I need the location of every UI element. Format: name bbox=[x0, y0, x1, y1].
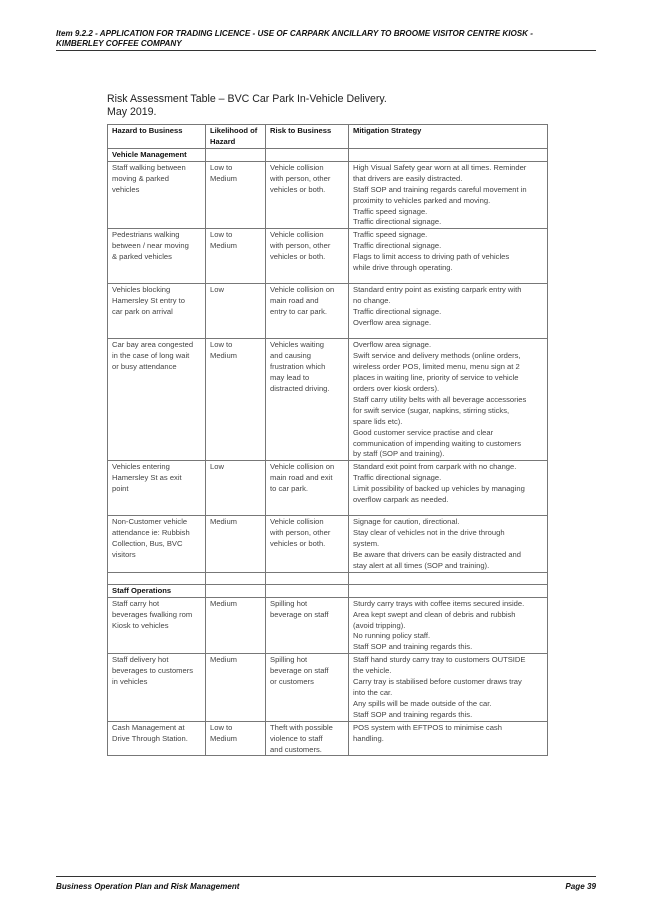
mitigation-cell bbox=[349, 654, 548, 721]
risk-cell bbox=[266, 654, 349, 721]
hazard-text: attendance ie: Rubbish bbox=[112, 528, 190, 538]
mitigation-text: Limit possibility of backed up vehicles by managing bbox=[353, 484, 525, 494]
risk-cell bbox=[266, 284, 349, 339]
mitigation-text: into the car. bbox=[353, 688, 393, 697]
mitigation-text: for swift service (sugar, napkins, stirring sticks, bbox=[353, 405, 510, 415]
empty-cell bbox=[349, 584, 548, 597]
hazard-cell bbox=[108, 339, 206, 461]
risk-text: Spilling hot bbox=[270, 655, 308, 665]
mitigation-text: Traffic directional signage. bbox=[353, 473, 442, 483]
mitigation-text: the vehicle. bbox=[353, 666, 392, 676]
likelihood-cell bbox=[206, 516, 266, 573]
empty-cell bbox=[349, 149, 548, 162]
table-row bbox=[108, 721, 548, 756]
hazard-cell bbox=[108, 654, 206, 721]
likelihood-text: Low to bbox=[210, 230, 233, 240]
table-row bbox=[108, 597, 548, 654]
mitigation-text: Any spills will be made outside of the car. bbox=[353, 698, 492, 708]
risk-text: vehicles or both. bbox=[270, 184, 326, 194]
table-row bbox=[108, 654, 548, 721]
page-header bbox=[56, 29, 596, 51]
likelihood-cell bbox=[206, 284, 266, 339]
mitigation-text: Area kept swept and clean of debris and rubbish bbox=[353, 609, 516, 619]
hazard-text: Vehicles entering bbox=[112, 462, 170, 472]
hazard-text: Hamersley St entry to bbox=[112, 296, 186, 306]
mitigation-text: Staff SOP and training regards this. bbox=[353, 642, 473, 652]
empty-cell bbox=[266, 572, 349, 584]
hazard-text: in the case of long wait bbox=[112, 351, 190, 361]
empty-cell bbox=[206, 149, 266, 162]
hazard-cell bbox=[108, 229, 206, 284]
hazard-text: Staff walking between bbox=[112, 162, 186, 172]
hazard-text: Drive Through Station. bbox=[112, 733, 188, 743]
hazard-text: beverages to customers bbox=[112, 666, 194, 676]
mitigation-text: Traffic speed signage. bbox=[353, 230, 428, 240]
risk-text: beverage on staff bbox=[270, 609, 329, 619]
risk-text: entry to car park. bbox=[270, 307, 327, 317]
likelihood-text: Medium bbox=[210, 655, 238, 665]
risk-text: may lead to bbox=[270, 373, 310, 383]
risk-text: Vehicle collision bbox=[270, 230, 324, 240]
document-title bbox=[107, 93, 387, 119]
header-line-2: KIMBERLEY COFFEE COMPANY bbox=[56, 39, 182, 48]
mitigation-text: Staff carry utility belts with all beverage accessories bbox=[353, 394, 527, 404]
mitigation-text: Staff hand sturdy carry tray to customers OUTSIDE bbox=[353, 655, 526, 665]
mitigation-text: Standard exit point from carpark with no change. bbox=[353, 462, 517, 472]
title-line-1: Risk Assessment Table – BVC Car Park In-Vehicle Delivery. bbox=[107, 93, 387, 105]
mitigation-cell bbox=[349, 461, 548, 516]
table-row bbox=[108, 516, 548, 573]
mitigation-text: that drivers are easily distracted. bbox=[353, 173, 463, 183]
risk-cell bbox=[266, 229, 349, 284]
likelihood-text: Medium bbox=[210, 241, 238, 251]
likelihood-text: Low to bbox=[210, 722, 233, 732]
mitigation-text: no change. bbox=[353, 296, 391, 306]
hazard-text: visitors bbox=[112, 550, 136, 560]
mitigation-text: Be aware that drivers can be easily distracted and bbox=[353, 550, 521, 560]
risk-assessment-table bbox=[107, 124, 548, 756]
hazard-text: Staff delivery hot bbox=[112, 655, 169, 665]
mitigation-text: Staff SOP and training regards careful movement in bbox=[353, 184, 527, 194]
hazard-cell bbox=[108, 161, 206, 228]
risk-cell bbox=[266, 721, 349, 756]
header-mitigation: Mitigation Strategy bbox=[349, 125, 548, 149]
mitigation-text: places in waiting line, priority of service to vehicle bbox=[353, 373, 519, 383]
spacer-row bbox=[108, 572, 548, 584]
risk-text: with person, other bbox=[270, 528, 331, 538]
risk-cell bbox=[266, 516, 349, 573]
hazard-text: between / near moving bbox=[112, 241, 189, 251]
likelihood-text: Medium bbox=[210, 598, 238, 608]
hazard-cell bbox=[108, 284, 206, 339]
table-header-row bbox=[108, 125, 548, 149]
risk-text: and causing bbox=[270, 351, 311, 361]
mitigation-text: Overflow area signage. bbox=[353, 340, 432, 350]
mitigation-cell bbox=[349, 284, 548, 339]
mitigation-text: No running policy staff. bbox=[353, 631, 431, 641]
page-number: Page 39 bbox=[565, 882, 596, 891]
mitigation-cell bbox=[349, 721, 548, 756]
mitigation-text: by staff (SOP and training). bbox=[353, 449, 445, 459]
hazard-text: in vehicles bbox=[112, 677, 148, 687]
empty-cell bbox=[266, 584, 349, 597]
hazard-text: Vehicles blocking bbox=[112, 285, 171, 295]
section-title: Staff Operations bbox=[108, 584, 206, 597]
mitigation-cell bbox=[349, 229, 548, 284]
empty-cell bbox=[206, 584, 266, 597]
hazard-text: point bbox=[112, 484, 129, 494]
mitigation-text: proximity to vehicles parked and moving. bbox=[353, 195, 491, 205]
title-line-2: May 2019. bbox=[107, 106, 157, 118]
risk-text: Spilling hot bbox=[270, 598, 308, 608]
mitigation-text: Sturdy carry trays with coffee items secured inside. bbox=[353, 598, 525, 608]
page-footer bbox=[56, 876, 596, 891]
mitigation-text: Traffic directional signage. bbox=[353, 217, 442, 227]
mitigation-text: High Visual Safety gear worn at all times. Reminder bbox=[353, 162, 527, 172]
mitigation-cell bbox=[349, 161, 548, 228]
mitigation-text: Standard entry point as existing carpark entry with bbox=[353, 285, 522, 295]
mitigation-text: orders over kiosk orders). bbox=[353, 383, 440, 393]
risk-cell bbox=[266, 597, 349, 654]
likelihood-cell bbox=[206, 654, 266, 721]
risk-text: with person, other bbox=[270, 241, 331, 251]
hazard-text: vehicles bbox=[112, 184, 140, 194]
mitigation-text: Stay clear of vehicles not in the drive through bbox=[353, 528, 505, 538]
likelihood-cell bbox=[206, 229, 266, 284]
likelihood-cell bbox=[206, 721, 266, 756]
empty-cell bbox=[206, 572, 266, 584]
hazard-text: Car bay area congested bbox=[112, 340, 194, 350]
likelihood-cell bbox=[206, 597, 266, 654]
mitigation-text: Good customer service practise and clear bbox=[353, 427, 494, 437]
hazard-cell bbox=[108, 516, 206, 573]
risk-text: vehicles or both. bbox=[270, 252, 326, 262]
risk-cell bbox=[266, 461, 349, 516]
mitigation-text: while drive through operating. bbox=[353, 263, 453, 273]
mitigation-text: Traffic speed signage. bbox=[353, 206, 428, 216]
hazard-cell bbox=[108, 461, 206, 516]
risk-text: beverage on staff bbox=[270, 666, 329, 676]
risk-text: main road and bbox=[270, 296, 319, 306]
mitigation-text: Swift service and delivery methods (online orders, bbox=[353, 351, 521, 361]
header-risk: Risk to Business bbox=[266, 125, 349, 149]
hazard-text: Pedestrians walking bbox=[112, 230, 180, 240]
likelihood-text: Medium bbox=[210, 173, 238, 183]
likelihood-text: Medium bbox=[210, 733, 238, 743]
risk-text: Theft with possible bbox=[270, 722, 333, 732]
likelihood-cell bbox=[206, 161, 266, 228]
table-row bbox=[108, 339, 548, 461]
mitigation-cell bbox=[349, 339, 548, 461]
header-line-1: Item 9.2.2 - APPLICATION FOR TRADING LICENCE - USE OF CARPARK ANCILLARY TO BROOME VISITOR CENTRE KIOSK - bbox=[56, 29, 533, 38]
section-row bbox=[108, 149, 548, 162]
hazard-text: car park on arrival bbox=[112, 307, 173, 317]
risk-text: or customers bbox=[270, 677, 314, 687]
hazard-text: Non-Customer vehicle bbox=[112, 517, 188, 527]
risk-text: Vehicle collision bbox=[270, 517, 324, 527]
risk-text: to car park. bbox=[270, 484, 308, 494]
mitigation-text: wireless order POS, limited menu, menu sign at 2 bbox=[353, 362, 520, 372]
header-hazard: Hazard to Business bbox=[108, 125, 206, 149]
mitigation-text: (avoid tripping). bbox=[353, 620, 406, 630]
mitigation-text: Traffic directional signage. bbox=[353, 241, 442, 251]
mitigation-text: Flags to limit access to driving path of vehicles bbox=[353, 252, 510, 262]
risk-text: distracted driving. bbox=[270, 383, 330, 393]
risk-text: and customers. bbox=[270, 744, 322, 754]
mitigation-text: spare lids etc). bbox=[353, 416, 403, 426]
empty-cell bbox=[266, 149, 349, 162]
empty-cell bbox=[108, 572, 206, 584]
mitigation-text: Carry tray is stabilised before customer draws tray bbox=[353, 677, 522, 687]
likelihood-cell bbox=[206, 339, 266, 461]
section-row bbox=[108, 584, 548, 597]
risk-text: Vehicles waiting bbox=[270, 340, 325, 350]
mitigation-text: Overflow area signage. bbox=[353, 318, 432, 328]
table-row bbox=[108, 284, 548, 339]
section-title: Vehicle Management bbox=[108, 149, 206, 162]
likelihood-cell bbox=[206, 461, 266, 516]
mitigation-text: overflow carpark as needed. bbox=[353, 495, 449, 505]
empty-cell bbox=[349, 572, 548, 584]
mitigation-text: POS system with EFTPOS to minimise cash bbox=[353, 722, 502, 732]
likelihood-text: Medium bbox=[210, 351, 238, 361]
table-row bbox=[108, 161, 548, 228]
mitigation-text: stay alert at all times (SOP and training). bbox=[353, 560, 490, 570]
table-row bbox=[108, 229, 548, 284]
hazard-text: Cash Management at bbox=[112, 722, 185, 732]
mitigation-text: communication of impending waiting to customers bbox=[353, 438, 521, 448]
likelihood-text: Low to bbox=[210, 340, 233, 350]
likelihood-text: Low to bbox=[210, 162, 233, 172]
hazard-text: & parked vehicles bbox=[112, 252, 172, 262]
hazard-cell bbox=[108, 721, 206, 756]
hazard-text: Kiosk to vehicles bbox=[112, 620, 169, 630]
footer-title: Business Operation Plan and Risk Management bbox=[56, 882, 240, 891]
hazard-text: Collection, Bus, BVC bbox=[112, 539, 183, 549]
mitigation-cell bbox=[349, 597, 548, 654]
risk-cell bbox=[266, 161, 349, 228]
likelihood-text: Medium bbox=[210, 517, 238, 527]
risk-text: Vehicle collision on bbox=[270, 285, 335, 295]
likelihood-text: Low bbox=[210, 285, 224, 295]
risk-cell bbox=[266, 339, 349, 461]
hazard-text: moving & parked bbox=[112, 173, 169, 183]
likelihood-text: Low bbox=[210, 462, 224, 472]
mitigation-text: system. bbox=[353, 539, 380, 549]
risk-text: with person, other bbox=[270, 173, 331, 183]
mitigation-text: Traffic directional signage. bbox=[353, 307, 442, 317]
mitigation-text: Staff SOP and training regards this. bbox=[353, 709, 473, 719]
header-likelihood: Likelihood of Hazard bbox=[206, 125, 266, 149]
hazard-text: or busy attendance bbox=[112, 362, 177, 372]
table-row bbox=[108, 461, 548, 516]
risk-text: Vehicle collision bbox=[270, 162, 324, 172]
risk-text: main road and exit bbox=[270, 473, 333, 483]
risk-text: vehicles or both. bbox=[270, 539, 326, 549]
risk-text: Vehicle collision on bbox=[270, 462, 335, 472]
mitigation-text: Signage for caution, directional. bbox=[353, 517, 460, 527]
table-body bbox=[108, 149, 548, 756]
hazard-text: beverages fwalking rom bbox=[112, 609, 193, 619]
hazard-text: Hamersley St as exit bbox=[112, 473, 182, 483]
mitigation-text: handling. bbox=[353, 733, 384, 743]
mitigation-cell bbox=[349, 516, 548, 573]
hazard-text: Staff carry hot bbox=[112, 598, 160, 608]
risk-text: frustration which bbox=[270, 362, 326, 372]
risk-text: violence to staff bbox=[270, 733, 323, 743]
hazard-cell bbox=[108, 597, 206, 654]
